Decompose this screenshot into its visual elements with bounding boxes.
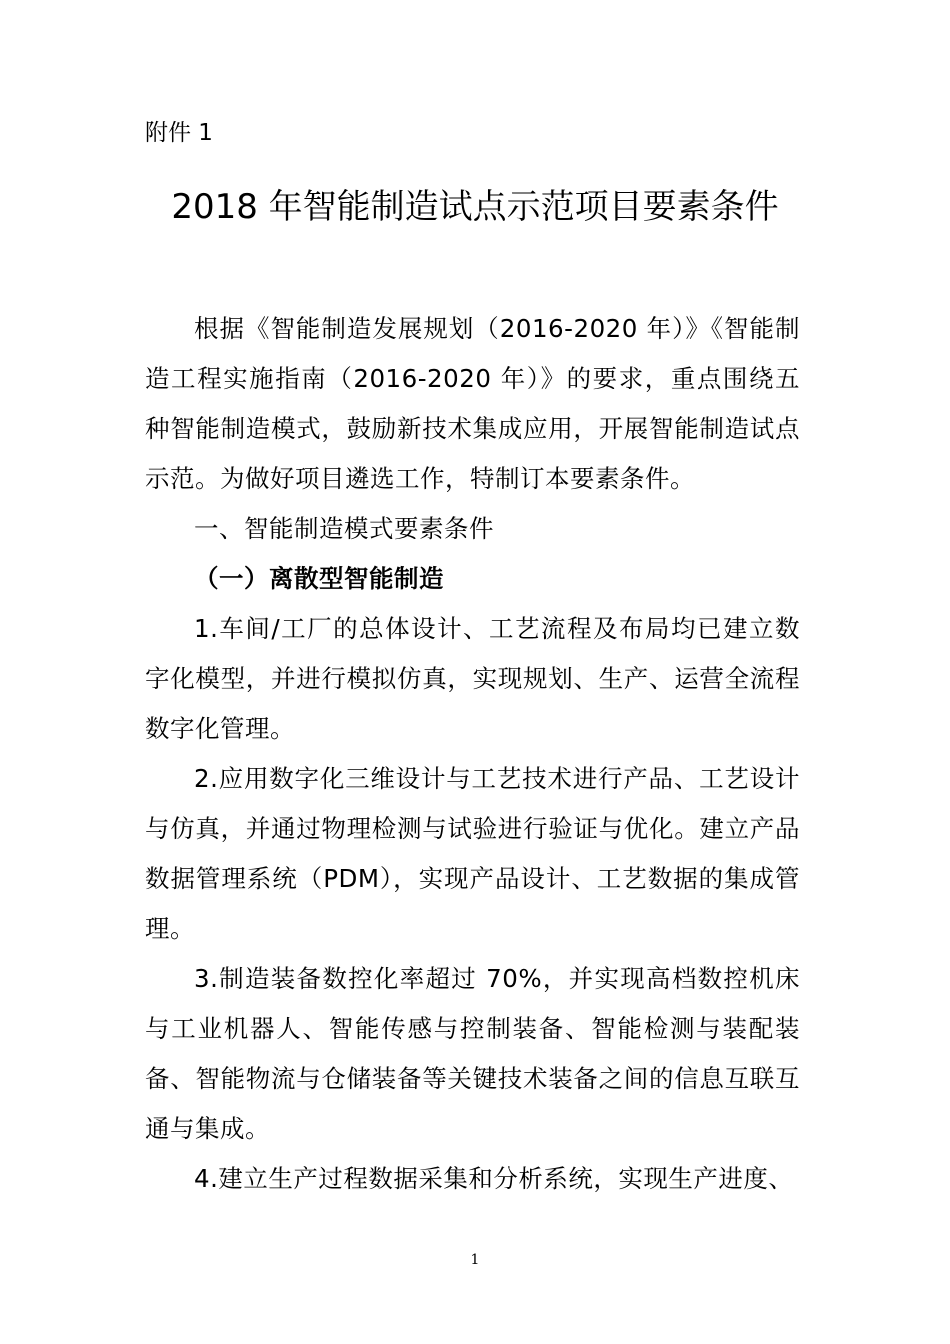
page-number: 1 xyxy=(470,1252,480,1268)
section-heading: 一、智能制造模式要素条件 xyxy=(194,514,494,543)
requirement-item-2: 2.应用数字化三维设计与工艺技术进行产品、工艺设计与仿真，并通过物理检测与试验进行验证与优化。建立产品数据管理系统（PDM），实现产品设计、工艺数据的集成管理。 xyxy=(145,764,800,943)
requirement-item-3: 3.制造装备数控化率超过 70%，并实现高档数控机床与工业机器人、智能传感与控制装备、智能检测与装配装备、智能物流与仓储装备等关键技术装备之间的信息互联互通与集成。 xyxy=(145,964,800,1143)
document-body xyxy=(145,304,800,1204)
requirement-item-4: 4.建立生产过程数据采集和分析系统，实现生产进度、 xyxy=(194,1164,794,1193)
requirement-item-1: 1.车间/工厂的总体设计、工艺流程及布局均已建立数字化模型，并进行模拟仿真，实现规划、生产、运营全流程数字化管理。 xyxy=(145,614,800,743)
intro-paragraph: 根据《智能制造发展规划（2016-2020 年）》《智能制造工程实施指南（2016-2020 年）》的要求，重点围绕五种智能制造模式，鼓励新技术集成应用，开展智能制造试点示范。为做好项目遴选工作，特制订本要素条件。 xyxy=(145,314,800,493)
attachment-label: 附件 1 xyxy=(145,120,213,146)
subsection-heading: （一）离散型智能制造 xyxy=(194,564,444,593)
document-title: 2018 年智能制造试点示范项目要素条件 xyxy=(171,187,779,227)
